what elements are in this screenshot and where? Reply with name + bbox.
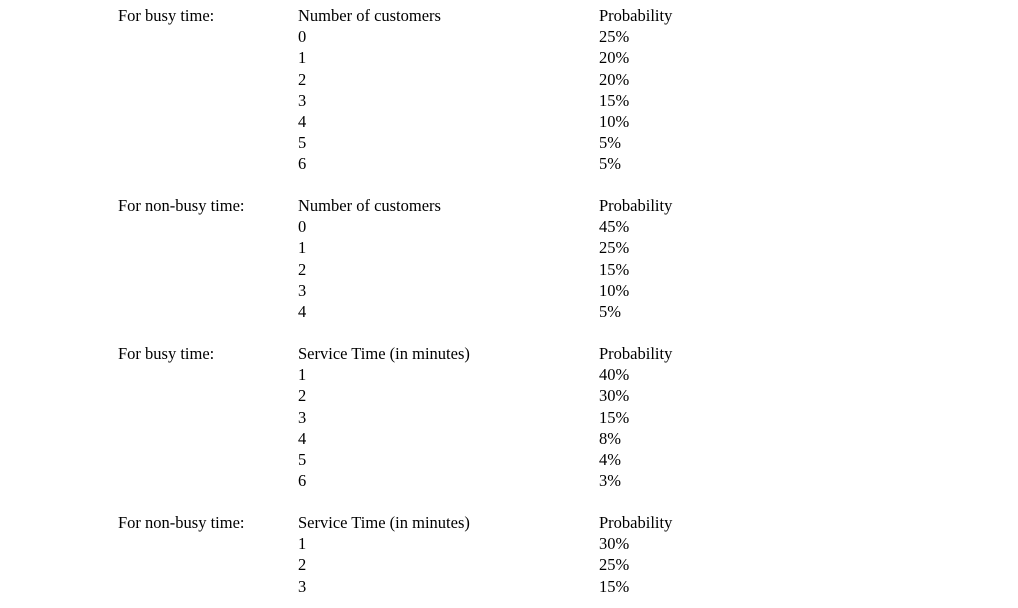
column-header: Probability [599,6,673,25]
column-header: Number of customers [298,6,441,25]
probability-cell: 30% [599,534,630,554]
value-cell: 2 [298,386,307,406]
probability-cell: 10% [599,280,630,300]
value-cell: 3 [298,90,307,110]
section-label: For non-busy time: [118,196,245,215]
probability-cell: 15% [599,407,630,427]
value-cell: 3 [298,280,307,300]
column-header: Number of customers [298,196,441,215]
probability-cell: 5% [599,154,621,174]
value-cell: 1 [298,238,307,258]
probability-cell: 5% [599,133,621,153]
right-column [599,5,672,175]
column-header: Probability [599,196,673,215]
value-cell: 2 [298,555,307,575]
column-header: Service Time (in minutes) [298,344,470,363]
probability-cell: 10% [599,111,630,131]
column-header: Probability [599,513,673,532]
probability-cell: 40% [599,365,630,385]
value-cell: 1 [298,365,307,385]
probability-cell: 8% [599,428,621,448]
probability-cell: 45% [599,217,630,237]
probability-cell: 3% [599,471,621,491]
probability-cell: 15% [599,90,630,110]
section-label: For busy time: [118,344,215,363]
value-cell: 6 [298,471,307,491]
probability-cell: 20% [599,69,630,89]
left-column [298,343,470,491]
value-cell: 4 [298,301,307,321]
value-cell: 4 [298,428,307,448]
value-cell: 5 [298,133,307,153]
probability-cell: 30% [599,386,630,406]
value-cell: 4 [298,111,307,131]
column-header: Service Time (in minutes) [298,513,470,532]
value-cell: 5 [298,449,307,469]
value-cell: 2 [298,259,307,279]
column-header: Probability [599,344,673,363]
value-cell: 1 [298,48,307,68]
probability-cell: 15% [599,576,630,596]
left-column [298,512,470,597]
value-cell: 1 [298,534,307,554]
section-label: For non-busy time: [118,513,245,532]
left-column [298,5,441,175]
probability-cell: 25% [599,27,630,47]
probability-cell: 20% [599,48,630,68]
value-cell: 0 [298,27,307,47]
right-column [599,512,672,597]
value-cell: 6 [298,154,307,174]
probability-cell: 25% [599,238,630,258]
value-cell: 2 [298,69,307,89]
section-label: For busy time: [118,6,215,25]
probability-cell: 25% [599,555,630,575]
probability-cell: 15% [599,259,630,279]
probability-cell: 4% [599,449,621,469]
right-column [599,195,672,322]
value-cell: 0 [298,217,307,237]
left-column [298,195,441,322]
value-cell: 3 [298,576,307,596]
right-column [599,343,672,491]
probability-cell: 5% [599,301,621,321]
value-cell: 3 [298,407,307,427]
